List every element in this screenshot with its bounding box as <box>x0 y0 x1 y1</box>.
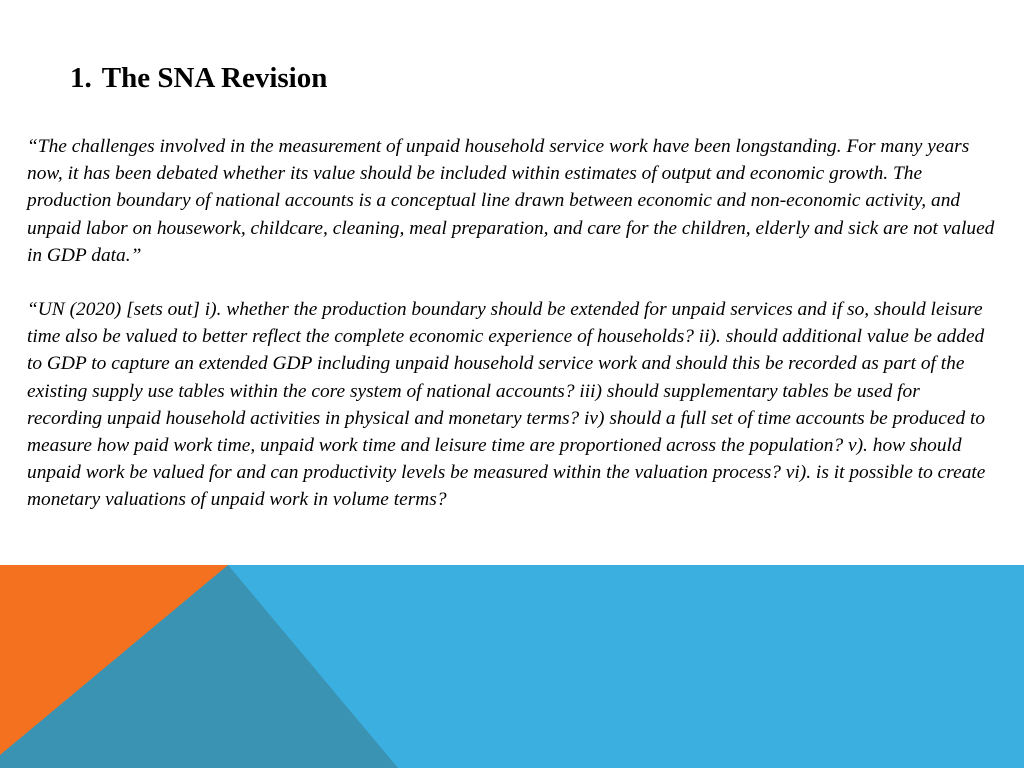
quote-paragraph-2: “UN (2020) [sets out] i). whether the production boundary should be extended for unpaid services and if so, should leisure time also be valued to better reflect the complete economic experience of households? ii). should additional value be added to GDP to capture an extended GDP including unpaid household service work and should this be recorded as part of the existing supply use tables within the core system of national accounts? iii) should supplementary tables be used for recording unpaid household activities in physical and monetary terms? iv) should a full set of time accounts be produced to measure how paid work time, unpaid work time and leisure time are proportioned across the population? v). how should unpaid work be valued for and can productivity levels be measured within the valuation process? vi). is it possible to create monetary valuations of unpaid work in volume terms? <box>27 299 986 511</box>
title-text: The SNA Revision <box>101 62 328 94</box>
quote-paragraph-1: “The challenges involved in the measurement of unpaid household service work have been longstanding. For many years now, it has been debated whether its value should be included within estimates of output and economic growth. The production boundary of national accounts is a conceptual line drawn between economic and non-economic activity, and unpaid labor on housework, childcare, cleaning, meal preparation, and care for the children, elderly and sick are not valued in GDP data.” <box>27 136 995 266</box>
slide-title <box>70 58 327 98</box>
title-number: 1. <box>70 62 92 94</box>
body-text <box>27 133 995 541</box>
decorative-footer-shapes <box>0 565 1024 768</box>
